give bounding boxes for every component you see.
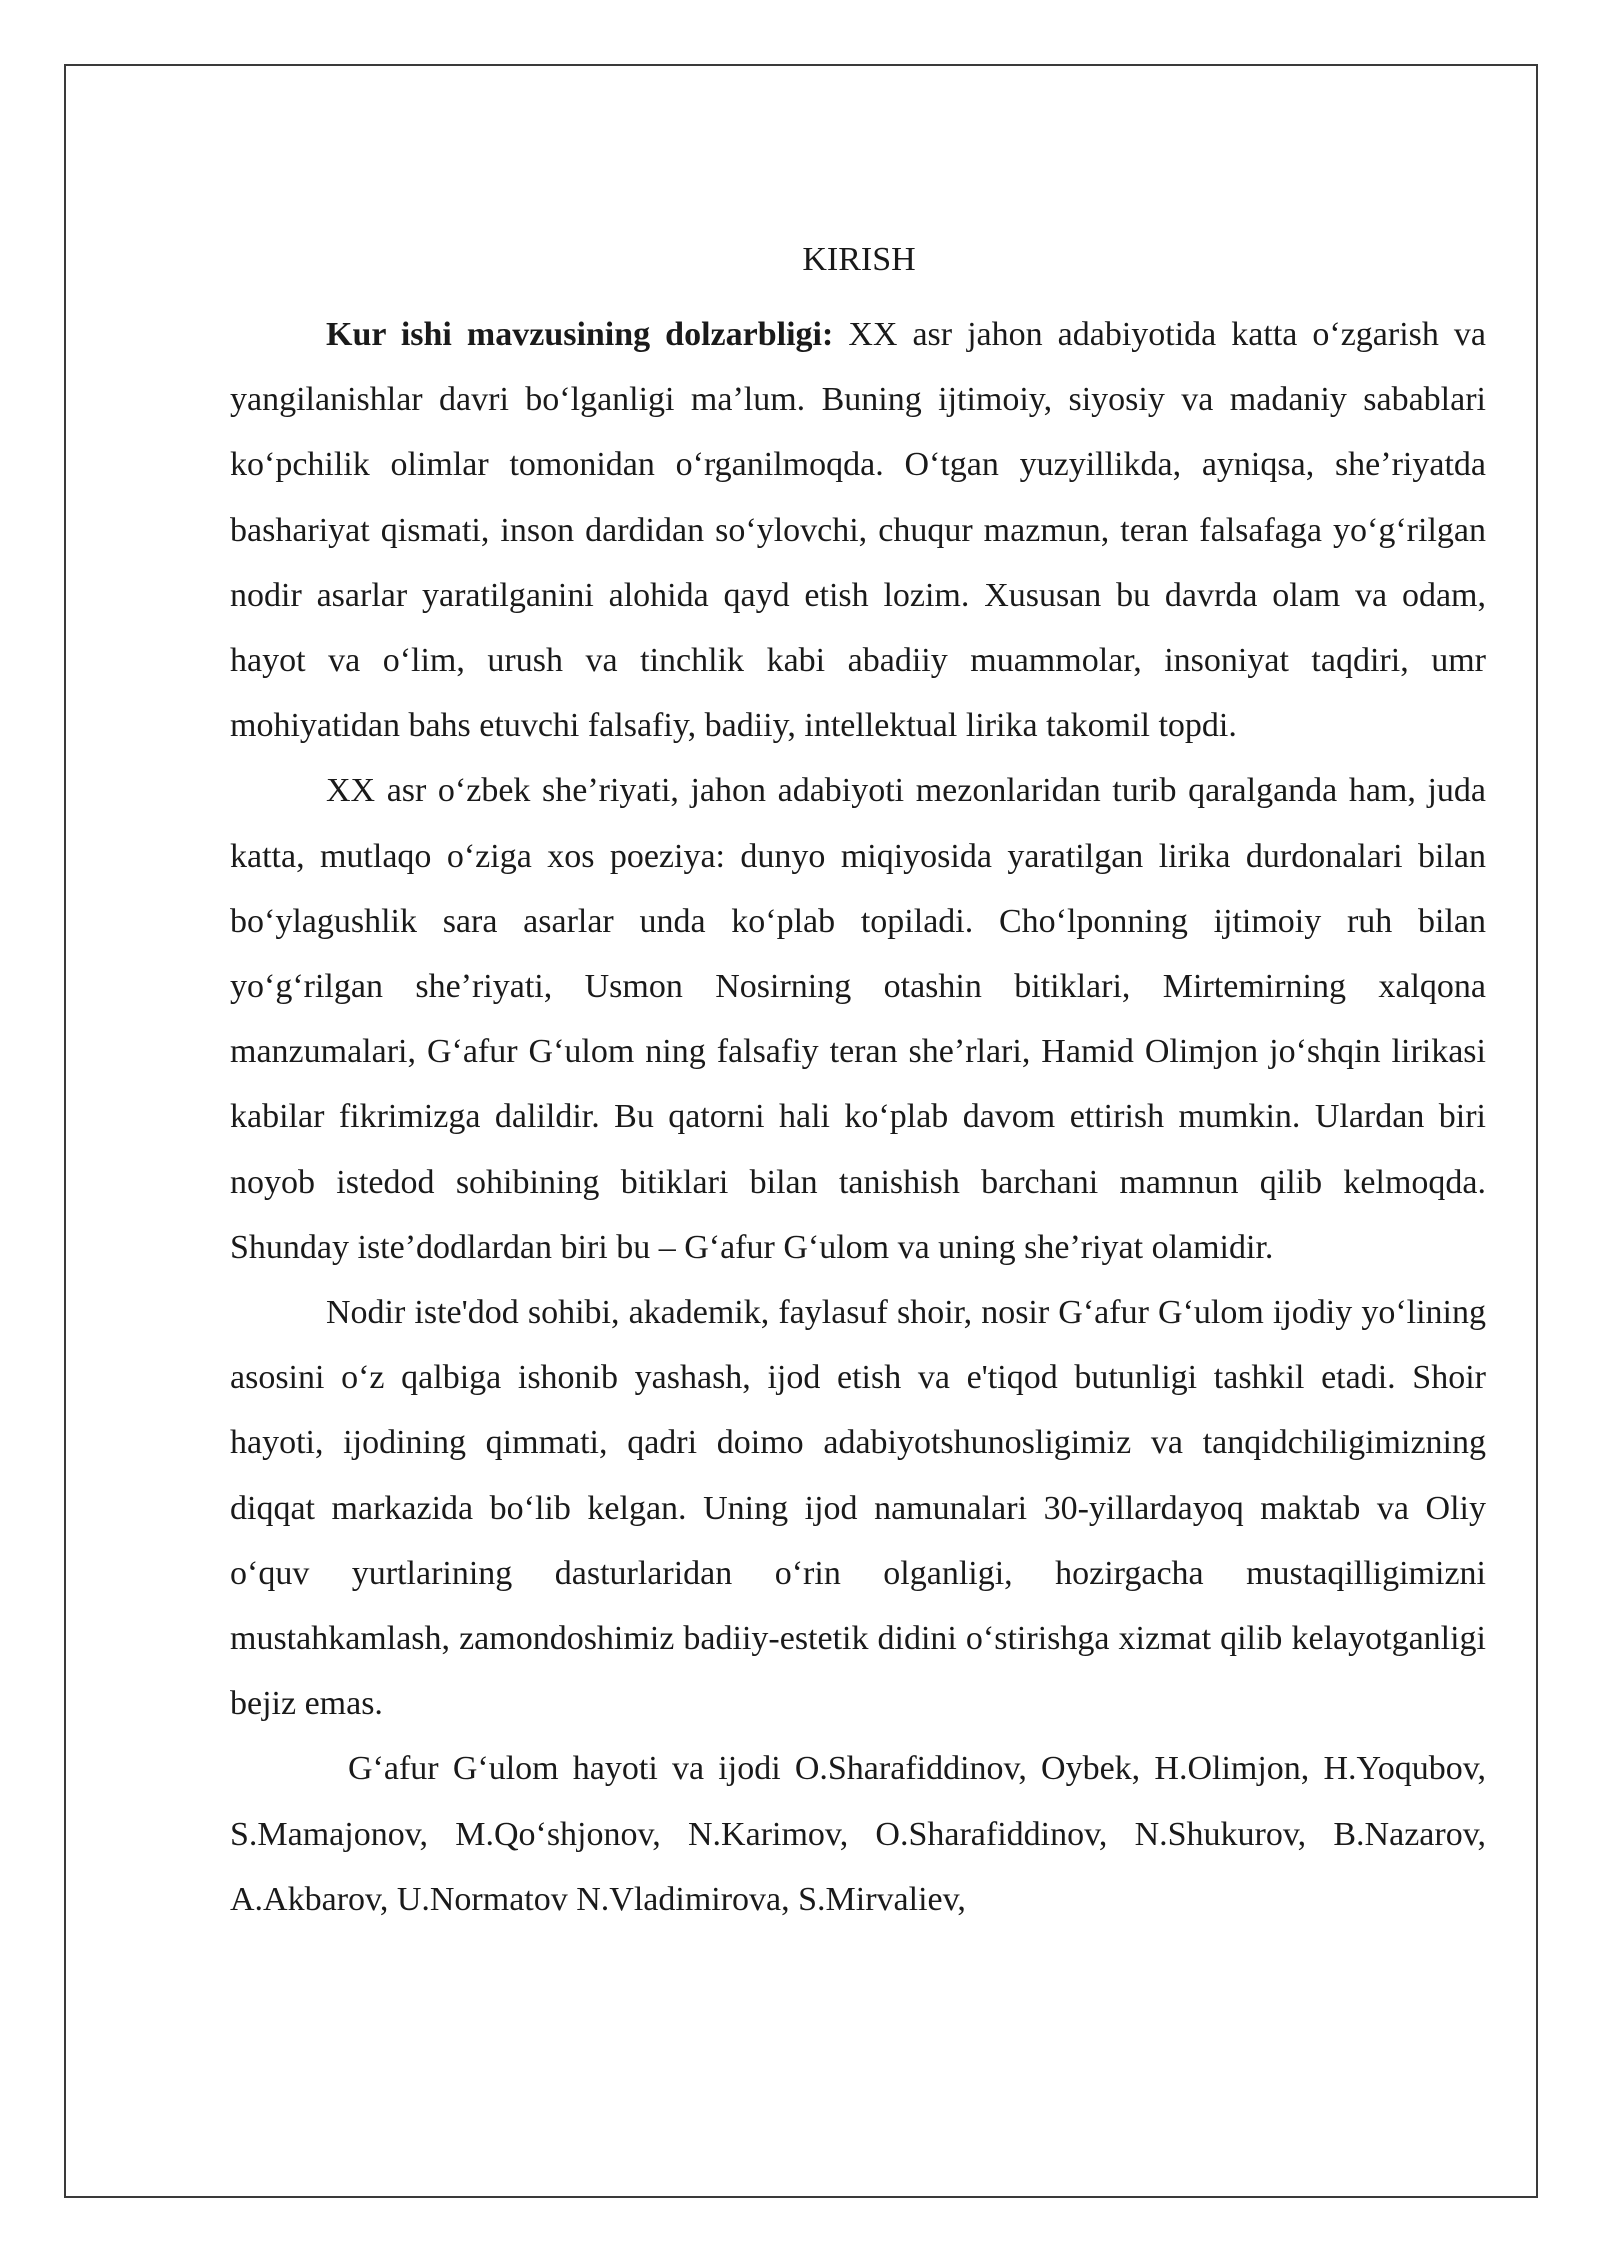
- document-body: [230, 236, 1486, 1932]
- section-title: KIRISH: [802, 241, 916, 278]
- paragraph-text: XX asr oʻzbek sheʼriyati, jahon adabiyoti mezonlaridan turib qaralganda ham, juda katta, mutlaqo oʻziga xos poeziya: dunyo miqiyosida yaratilgan lirika durdonalari bilan boʻylagushlik sara asarlar unda koʻplab topiladi. Choʻlponning ijtimoiy ruh bilan yoʻgʻrilgan sheʼriyati, Usmon Nosirning otashin bitiklari, Mirtemirning xalqona manzumalari, Gʻafur Gʻulom ning falsafiy teran sheʼrlari, Hamid Olimjon joʻshqin lirikasi kabilar fikrimizga dalildir. Bu qatorni hali koʻplab davom ettirish mumkin. Ulardan biri noyob istedod sohibining bitiklari bilan tanishish barchani mamnun qilib kelmoqda. Shunday isteʼdodlardan biri bu – Gʻafur Gʻulom va uning sheʼriyat olamidir.: [230, 772, 1486, 1266]
- paragraph-text: Gʻafur Gʻulom hayoti va ijodi O.Sharafiddinov, Oybek, H.Olimjon, H.Yoqubov, S.Mamajonov, M.Qoʻshjonov, N.Karimov, O.Sharafiddinov, N.Shukurov, B.Nazarov, A.Akbarov, U.Normatov N.Vladimirova, S.Mirvaliev,: [230, 1750, 1486, 1918]
- paragraph-bold-lead: Kur ishi mavzusining dolzarbligi:: [326, 316, 834, 353]
- paragraph-text: XX asr jahon adabiyotida katta oʻzgarish va yangilanishlar davri boʻlganligi maʼlum. Buning ijtimoiy, siyosiy va madaniy sabablari koʻpchilik olimlar tomonidan oʻrganilmoqda. Oʻtgan yuzyillikda, ayniqsa, sheʼriyatda bashariyat qismati, inson dardidan soʻylovchi, chuqur mazmun, teran falsafaga yoʻgʻrilgan nodir asarlar yaratilganini alohida qayd etish lozim. Xususan bu davrda olam va odam, hayot va oʻlim, urush va tinchlik kabi abadiiy muammolar, insoniyat taqdiri, umr mohiyatidan bahs etuvchi falsafiy, badiiy, intellektual lirika takomil topdi.: [230, 316, 1486, 745]
- paragraph-relevance: [230, 302, 1486, 758]
- paragraph-uzbek-poetry: [230, 758, 1486, 1280]
- paragraph-researchers: [230, 1736, 1486, 1932]
- paragraph-gafur-gulom: [230, 1280, 1486, 1736]
- paragraph-text: Nodir iste'dod sohibi, akademik, faylasuf shoir, nosir Gʻafur Gʻulom ijodiy yoʻlining asosini oʻz qalbiga ishonib yashash, ijod etish va e'tiqod butunligi tashkil etadi. Shoir hayoti, ijodining qimmati, qadri doimo adabiyotshunosligimiz va tanqidchiligimizning diqqat markazida boʻlib kelgan. Uning ijod namunalari 30-yillardayoq maktab va Oliy oʻquv yurtlarining dasturlaridan oʻrin olganligi, hozirgacha mustaqilligimizni mustahkamlash, zamondoshimiz badiiy-estetik didini oʻstirishga xizmat qilib kelayotganligi bejiz emas.: [230, 1294, 1486, 1723]
